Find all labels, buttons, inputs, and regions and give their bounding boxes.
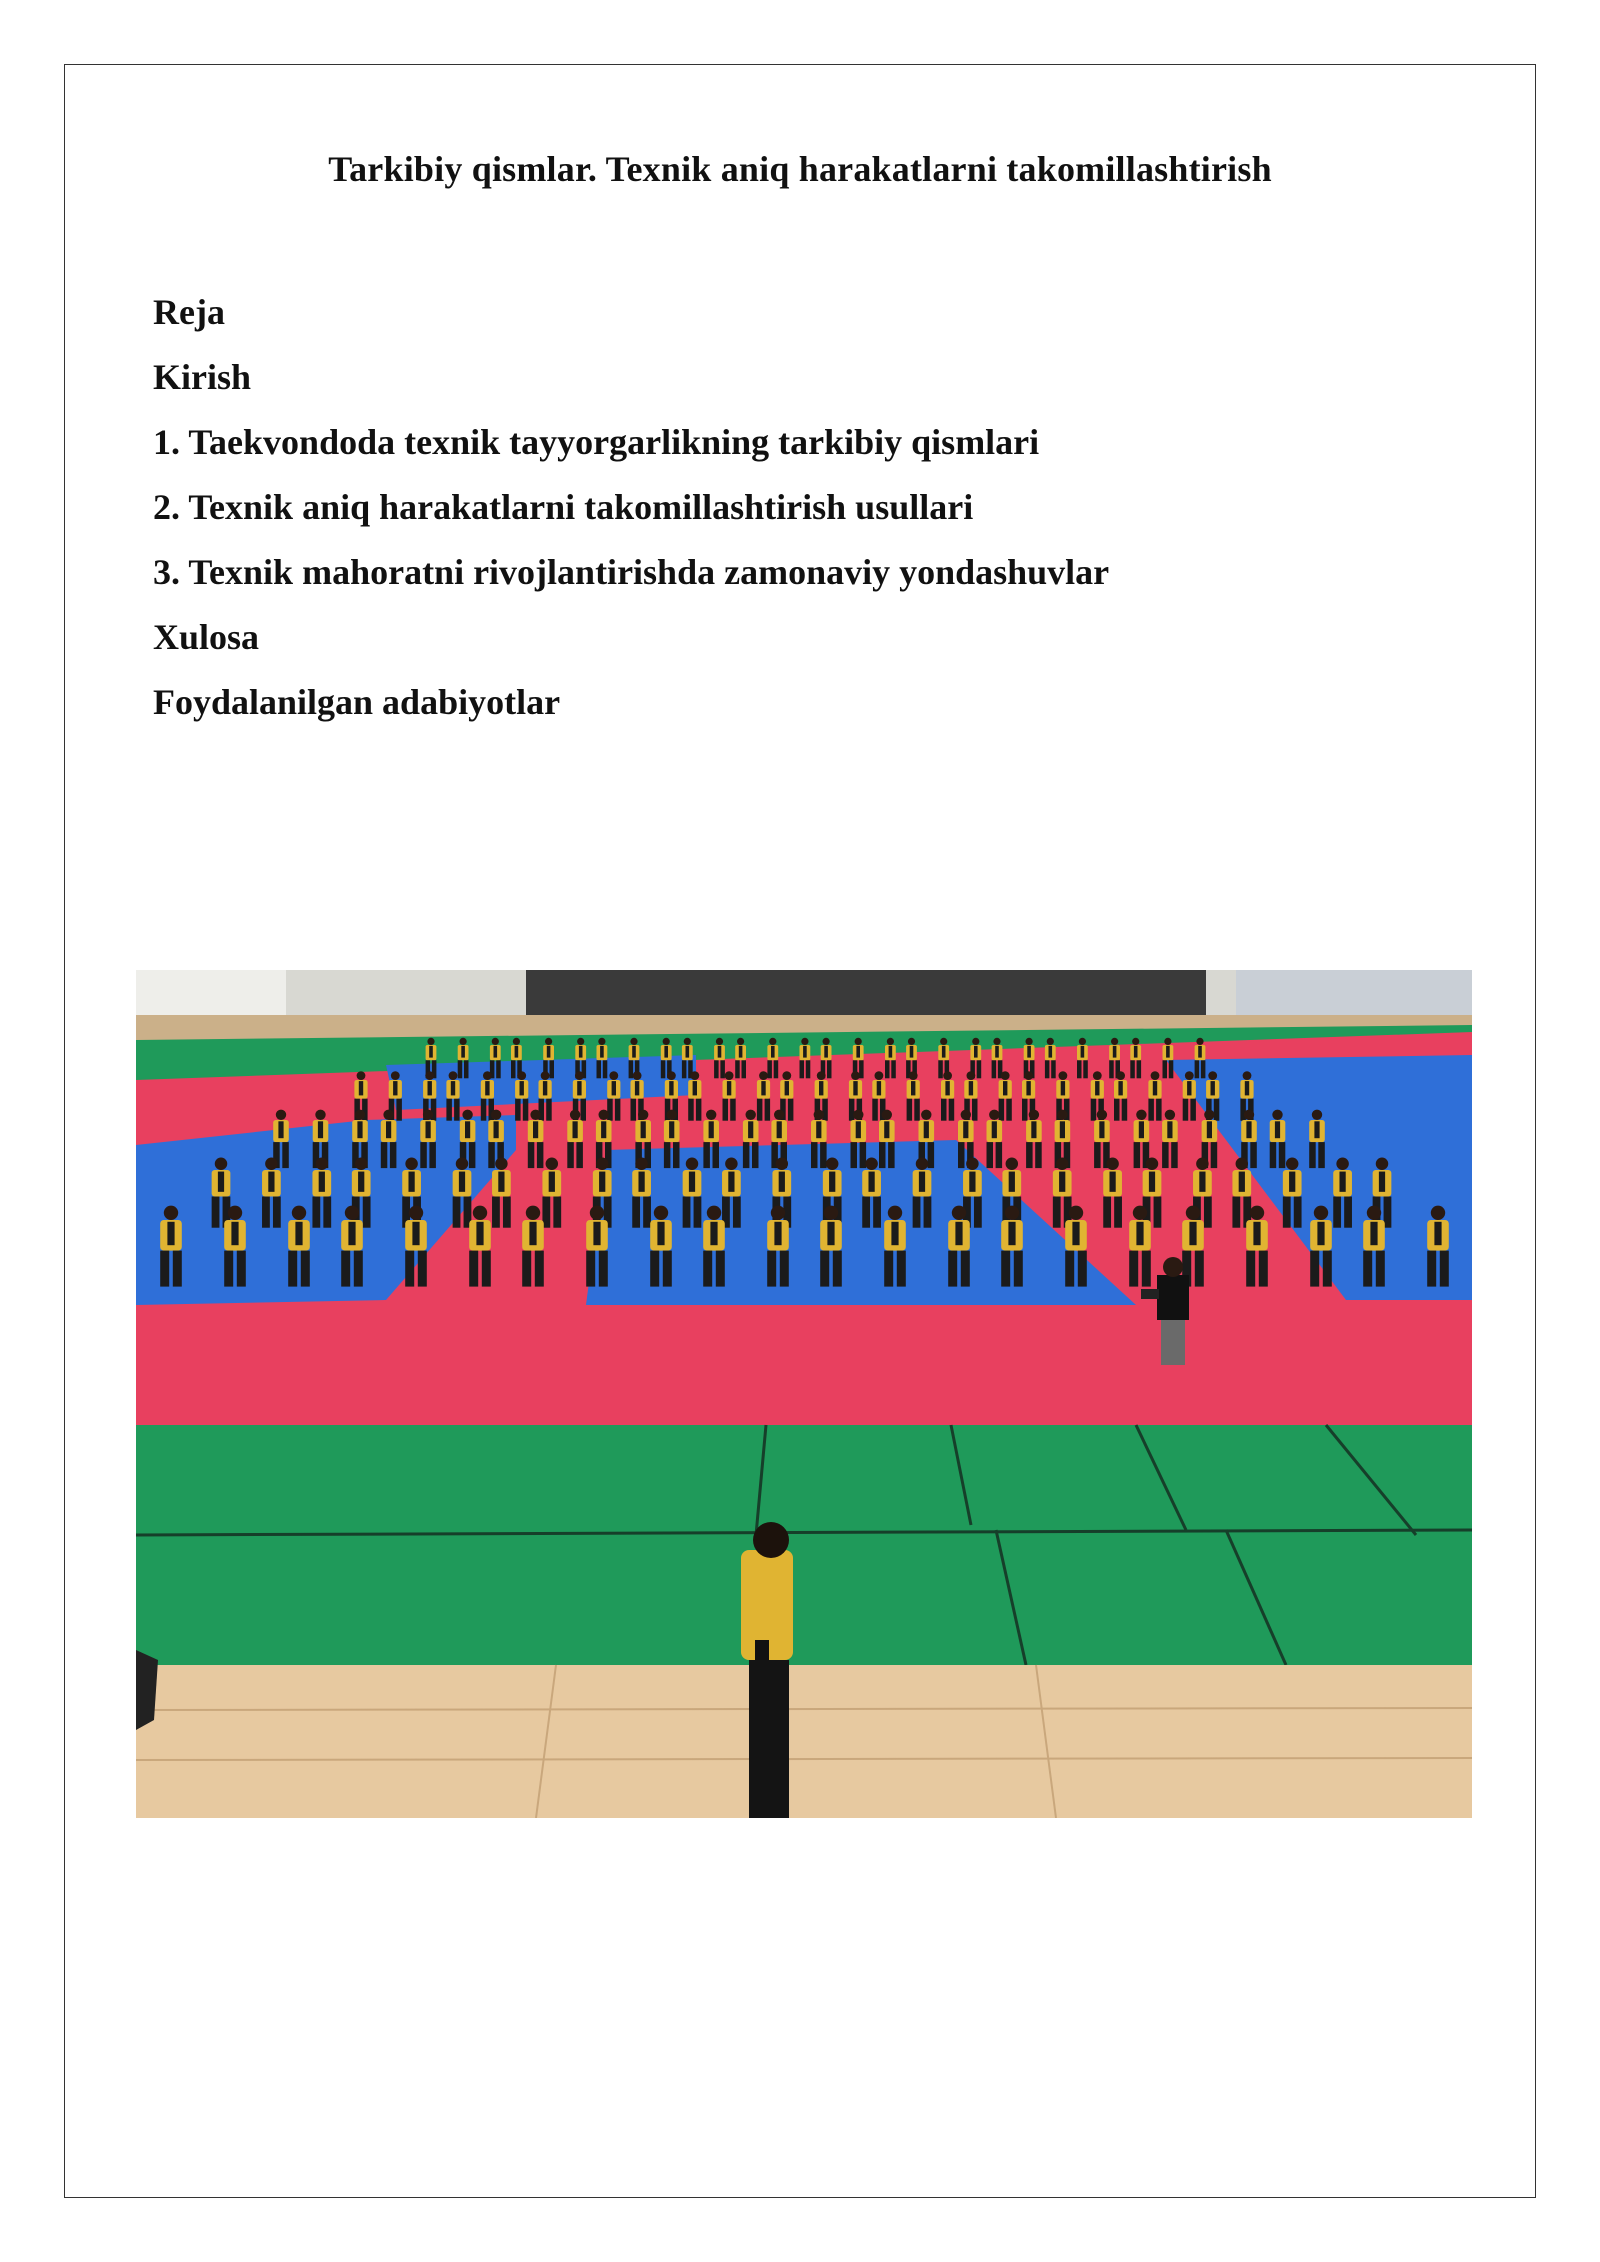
toc-item-kirish: Kirish (153, 357, 252, 397)
table-of-contents (153, 280, 1109, 735)
toc-heading-reja: Reja (153, 292, 225, 332)
document-title: Tarkibiy qismlar. Texnik aniq harakatlarni takomillashtirish (328, 149, 1272, 189)
taekwondo-training-photo (136, 970, 1472, 1818)
toc-item-1: 1. Taekvondoda texnik tayyorgarlikning tarkibiy qismlari (153, 422, 1040, 462)
toc-item-adabiyotlar: Foydalanilgan adabiyotlar (153, 682, 561, 722)
toc-item-xulosa: Xulosa (153, 617, 260, 657)
bleachers (526, 970, 1206, 1020)
wooden-floor (136, 1665, 1472, 1818)
toc-item-3: 3. Texnik mahoratni rivojlantirishda zamonaviy yondashuvlar (153, 552, 1110, 592)
toc-item-2: 2. Texnik aniq harakatlarni takomillashtirish usullari (153, 487, 974, 527)
